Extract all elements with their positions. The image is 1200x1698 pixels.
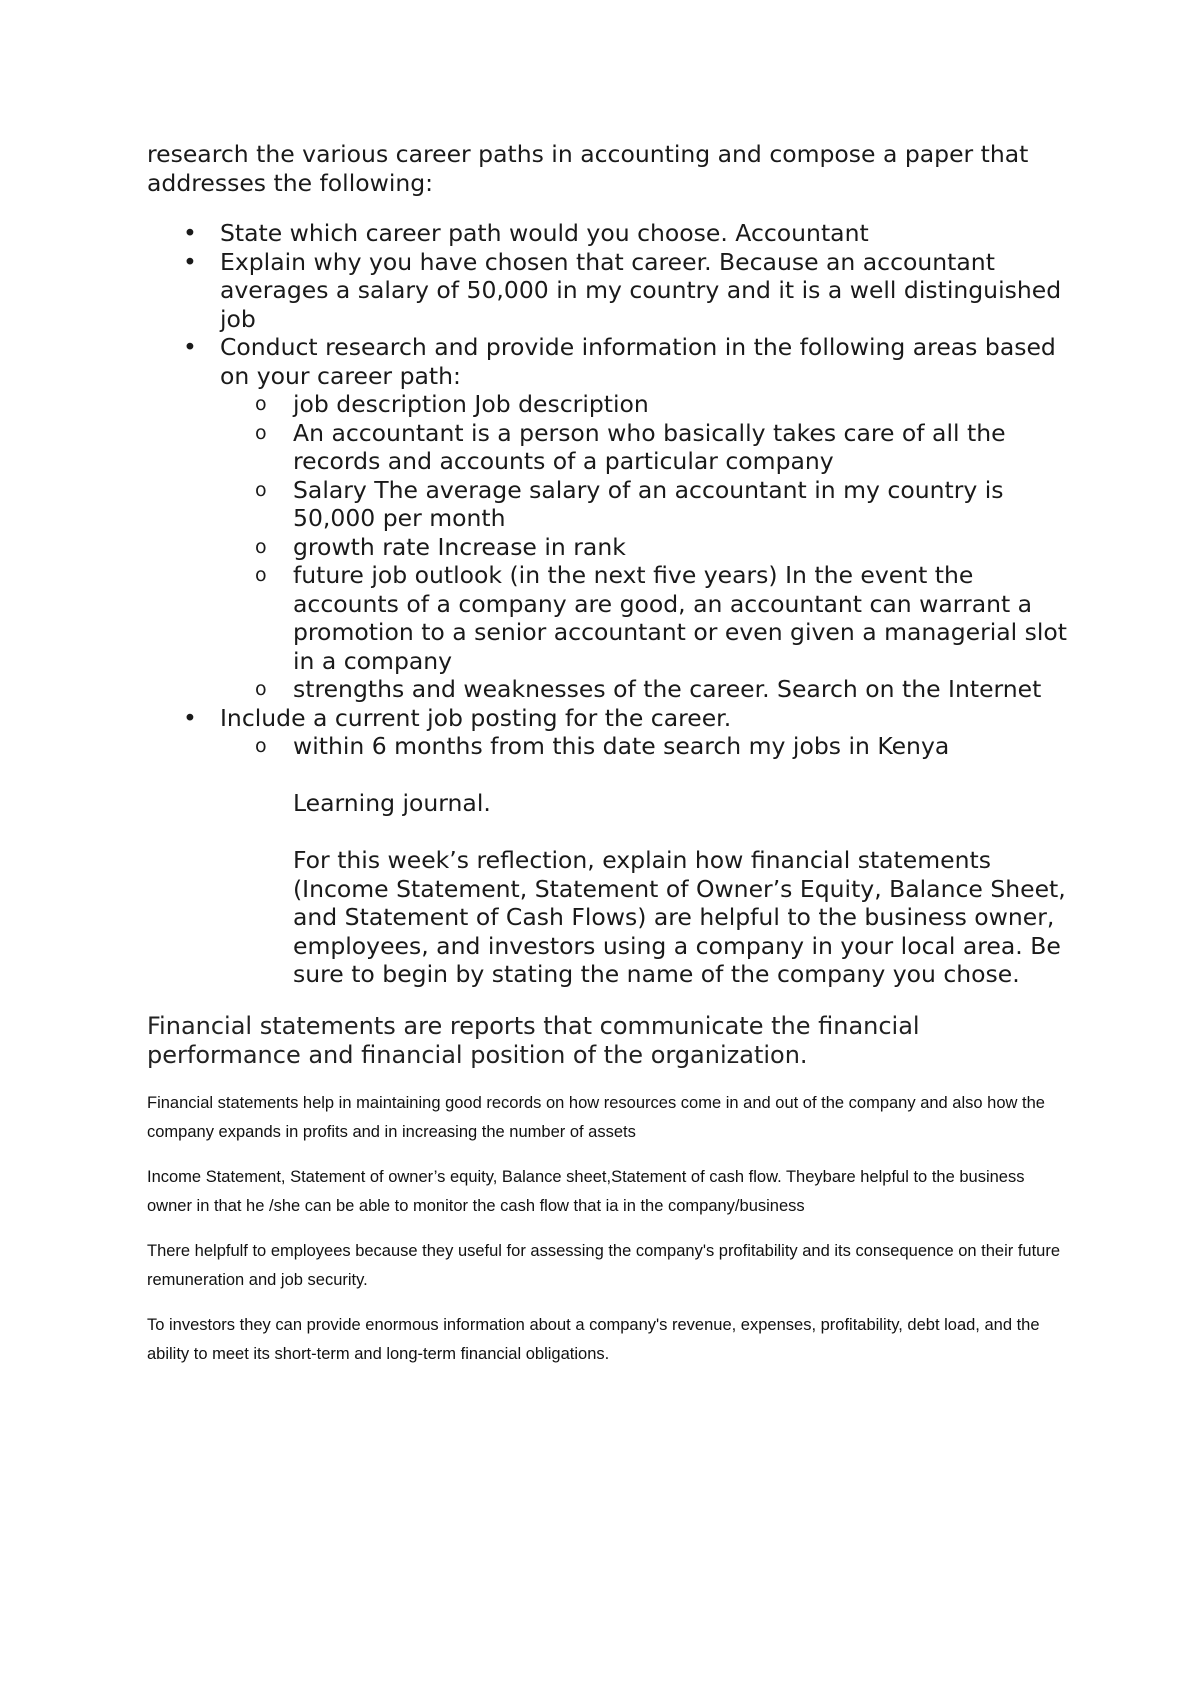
sub-list-item [220,675,1070,704]
list-item-text: State which career path would you choose. Accountant [220,219,869,247]
sub-list-item-text: job description Job description [293,390,649,418]
list-item-text: Include a current job posting for the career. [220,703,732,732]
sub-list-item-text: future job outlook (in the next five years) In the event the accounts of a company are good, an accountant can warrant a promotion to a senior accountant or even given a managerial slot in a company [293,561,1068,675]
sub-list-item [220,390,1070,419]
journal-title: Learning journal. [293,788,491,817]
sub-bullet-marker: o [255,535,267,558]
sub-list-item [220,533,1070,562]
list-item [147,333,1070,704]
answer-paragraph: Income Statement, Statement of owner’s equity, Balance sheet,Statement of cash flow. Theybare helpful to the business owner in that he /she can be able to monitor the cash flow that ia in the company/business [147,1167,1025,1215]
sub-bullet-marker: o [255,678,267,700]
list-item [147,219,1070,248]
sub-list-item [220,419,1070,476]
list-item-text: Explain why you have chosen that career. Because an accountant averages a salary of 50,000 in my country and it is a well distinguished job [220,247,1062,333]
bullet-marker: • [183,219,197,247]
sub-bullet-marker: o [255,564,267,586]
sub-list-item [220,561,1070,675]
answer-paragraph: There helpfulf to employees because they useful for assessing the company's profitability and its consequence on their future remuneration and job security. [147,1241,1061,1289]
requirements-list [147,219,1070,761]
bullet-marker: • [183,247,197,276]
bullet-marker: • [183,333,197,361]
bullet-marker: • [183,703,197,732]
research-sublist [220,390,1070,704]
sub-list-item-text: Salary The average salary of an accountant in my country is 50,000 per month [293,475,1004,532]
sub-bullet-marker: o [255,393,267,415]
list-item-text: Conduct research and provide information in the following areas based on your career path: [220,333,1056,390]
sub-list-item-text: An accountant is a person who basically takes care of all the records and accounts of a particular company [293,418,1006,475]
sub-list-item [220,476,1070,533]
posting-sublist [220,732,1070,761]
financial-statements-heading: Financial statements are reports that communicate the financial performance and financial position of the organization. [147,1011,920,1069]
learning-journal [293,789,1070,989]
sub-list-item-text: strengths and weaknesses of the career. Search on the Internet [293,675,1042,703]
intro-paragraph: research the various career paths in accounting and compose a paper that addresses the following: [147,140,1029,197]
sub-list-item-text: growth rate Increase in rank [293,532,626,561]
sub-bullet-marker: o [255,421,267,444]
journal-question: For this week’s reflection, explain how financial statements (Income Statement, Statement of Owner’s Equity, Balance Sheet, and Statement of Cash Flows) are helpful to the business owner, employees, and investors using a company in your local area. Be sure to begin by stating the name of the company you chose. [293,846,1066,988]
answer-paragraph: Financial statements help in maintaining good records on how resources come in and out of the company and also how the company expands in profits and in increasing the number of assets [147,1093,1045,1141]
sub-list-item [220,732,1070,761]
sub-bullet-marker: o [255,478,267,501]
sub-bullet-marker: o [255,735,267,757]
list-item [147,248,1070,334]
sub-list-item-text: within 6 months from this date search my jobs in Kenya [293,732,950,760]
answer-paragraph: To investors they can provide enormous information about a company's revenue, expenses, profitability, debt load, and the ability to meet its short-term and long-term financial obligations. [147,1315,1040,1363]
list-item [147,704,1070,761]
